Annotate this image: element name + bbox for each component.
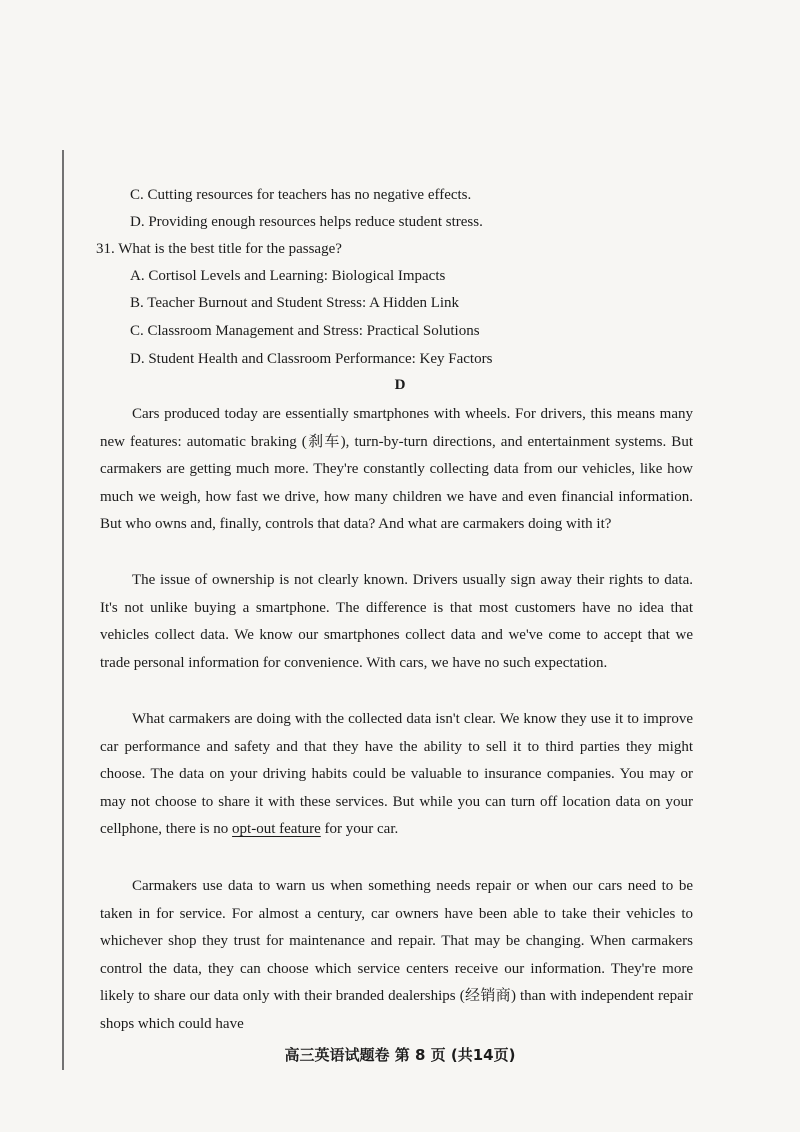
underlined-phrase: opt-out feature (232, 821, 321, 837)
paragraph-3-text-b: for your car. (320, 821, 399, 837)
page-footer: 高三英语试题卷 第 8 页 (共14页) (284, 1046, 516, 1064)
passage-paragraph-1: Cars produced today are essentially smartphones with wheels. For drivers, this means many new features: automatic braking (刹车), turn-by-turn directions, and entertainment systems. But carmakers are getting much more. They're constantly collecting data from our vehicles, like how much we weigh, how fast we drive, how many children we have and even financial information. But who owns and, finally, controls that data? And what are carmakers doing with it? (100, 406, 693, 532)
q30-option-d: D. Providing enough resources helps reduce student stress. (130, 214, 483, 230)
q30-option-c: C. Cutting resources for teachers has no negative effects. (130, 187, 472, 203)
passage-paragraph-4: Carmakers use data to warn us when something needs repair or when our cars need to be taken in for service. For almost a century, car owners have been able to take their vehicles to whichever shop they trust for maintenance and repair. That may be changing. When carmakers control the data, they can choose which service centers receive our information. They're more likely to share our data only with their branded dealerships (经销商) than with independent repair shops which could have (100, 878, 693, 1032)
q31-option-a: A. Cortisol Levels and Learning: Biological Impacts (130, 268, 446, 284)
q31-option-d: D. Student Health and Classroom Performance: Key Factors (130, 351, 493, 367)
section-heading: D (394, 377, 406, 393)
q31-option-c: C. Classroom Management and Stress: Practical Solutions (130, 323, 480, 339)
passage-paragraph-3 (100, 706, 693, 844)
binding-margin-line (62, 150, 64, 1070)
q31-option-b: B. Teacher Burnout and Student Stress: A Hidden Link (130, 295, 460, 311)
passage-paragraph-2: The issue of ownership is not clearly known. Drivers usually sign away their rights to data. It's not unlike buying a smartphone. The difference is that most customers have no idea that vehicles collect data. We know our smartphones collect data and we've come to accept that we trade personal information for convenience. With cars, we have no such expectation. (100, 572, 693, 671)
q31-question: 31. What is the best title for the passage? (96, 241, 342, 257)
paragraph-3-text-a: What carmakers are doing with the collected data isn't clear. We know they use it to improve car performance and safety and that they have the ability to sell it to third parties they might choose. The data on your driving habits could be valuable to insurance companies. You may or may not choose to share it with these services. But while you can turn off location data on your cellphone, there is no (100, 711, 693, 837)
